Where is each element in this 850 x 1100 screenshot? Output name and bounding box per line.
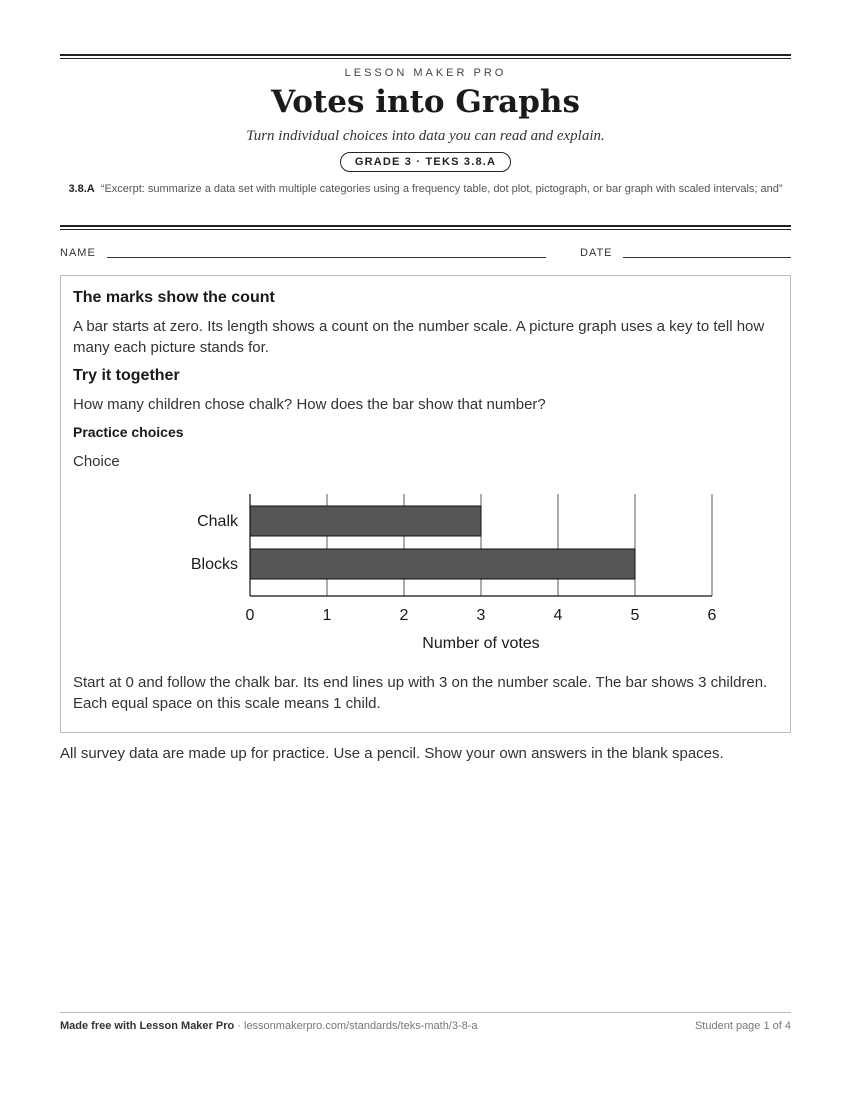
page-title: Votes into Graphs [271,84,580,120]
x-tick-label: 0 [245,607,255,624]
votes-bar-chart [61,486,790,656]
tick-labels [246,607,717,624]
page-subtitle: Turn individual choices into data you can read and explain. [246,128,605,144]
top-double-rule [60,54,791,59]
x-axis-label: Number of votes [422,635,540,652]
footer-url[interactable]: lessonmakerpro.com/standards/teks-math/3-8-a [244,1020,478,1032]
intro-paragraph: A bar starts at zero. Its length shows a count on the number scale. A picture graph uses a key to tell how many each picture stands for. [73,318,765,356]
header-bottom-rule [60,225,791,230]
heading-practice-choices: Practice choices [73,424,184,440]
brand-label: LESSON MAKER PRO [344,67,507,79]
grade-badge: GRADE 3 · TEKS 3.8.A [340,152,511,172]
name-date-row [60,246,791,262]
category-label: Blocks [190,556,238,573]
x-tick-label: 5 [630,607,640,624]
lesson-panel [60,275,791,733]
name-label: NAME [60,247,96,259]
chart-bars [250,506,635,579]
category-labels [191,513,239,573]
footer-credit [60,1020,478,1032]
worksheet-page [60,0,791,1100]
standard-code: 3.8.A [68,183,95,195]
x-tick-label: 2 [399,607,409,624]
standard-excerpt [60,181,791,197]
x-tick-label: 1 [322,607,332,624]
footer-separator: · [234,1020,244,1032]
standard-text: “Excerpt: summarize a data set with multiple categories using a frequency table, dot plot, pictograph, or bar graph with scaled intervals; and” [100,183,783,195]
grade-badge-wrap [60,152,791,172]
footer-made-with: Made free with Lesson Maker Pro [60,1020,235,1032]
x-tick-label: 4 [553,607,563,624]
explanation-paragraph: Start at 0 and follow the chalk bar. Its end lines up with 3 on the number scale. The bar shows 3 children. Each equal space on this scale means 1 child. [73,674,768,712]
date-label: DATE [580,247,613,259]
footer-page-number: Student page 1 of 4 [694,1020,791,1032]
chart-caption: Choice [73,453,120,470]
footer-rule [60,1012,791,1013]
heading-marks-show-count: The marks show the count [73,289,275,306]
x-tick-label: 3 [476,607,486,624]
x-tick-label: 6 [707,607,717,624]
name-field[interactable] [107,257,546,258]
question-paragraph: How many children chose chalk? How does the bar show that number? [73,396,546,413]
date-field[interactable] [623,257,791,258]
bar-chalk [250,506,481,536]
category-label: Chalk [197,513,238,530]
bar-blocks [250,549,635,579]
practice-note: All survey data are made up for practice. Use a pencil. Show your own answers in the blank spaces. [60,745,724,762]
heading-try-together: Try it together [73,367,180,384]
